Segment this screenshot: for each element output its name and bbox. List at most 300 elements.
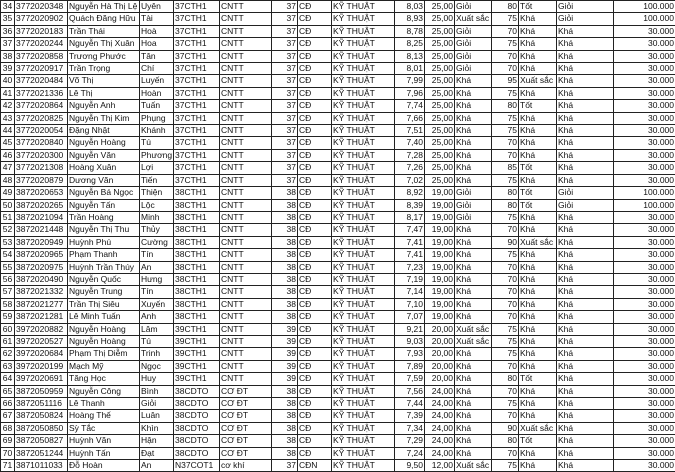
academic-rating-cell: Giỏi xyxy=(455,25,492,37)
class-cell: N37COT1 xyxy=(174,460,220,472)
table-row xyxy=(1,298,675,310)
class-cell: 37CTH1 xyxy=(174,149,220,161)
table-row xyxy=(1,25,675,37)
given-name-cell: Thủy xyxy=(140,224,174,236)
merit-cell: Khá xyxy=(557,398,614,410)
gpa-cell: 7,51 xyxy=(395,125,425,137)
faculty-cell: KỸ THUẬT xyxy=(332,50,395,62)
merit-cell: Giỏi xyxy=(557,1,614,13)
class-cell: 38CTH1 xyxy=(174,273,220,285)
surname-cell: Phạm Thanh xyxy=(68,249,140,261)
conduct-score-cell: 70 xyxy=(492,360,519,372)
surname-cell: Quách Đăng Hữu xyxy=(68,13,140,25)
major-cell: CƠ ĐT xyxy=(220,385,272,397)
surname-cell: Huỳnh Văn xyxy=(68,435,140,447)
table-row xyxy=(1,236,675,248)
gpa-cell: 8,93 xyxy=(395,13,425,25)
student-id-cell: 3772020840 xyxy=(15,137,68,149)
gpa-cell: 8,01 xyxy=(395,63,425,75)
conduct-rating-cell: Khá xyxy=(519,87,557,99)
academic-rating-cell: Khá xyxy=(455,311,492,323)
faculty-cell: KỸ THUẬT xyxy=(332,100,395,112)
given-name-cell: Hoàn xyxy=(140,87,174,99)
level-cell: CĐ xyxy=(298,286,332,298)
class-cell: 38CTH1 xyxy=(174,211,220,223)
given-name-cell: Tú xyxy=(140,137,174,149)
cohort-cell: 37 xyxy=(272,112,298,124)
class-cell: 37CTH1 xyxy=(174,50,220,62)
academic-rating-cell: Khá xyxy=(455,174,492,186)
class-cell: 37CTH1 xyxy=(174,137,220,149)
class-cell: 38CDTO xyxy=(174,410,220,422)
conduct-score-cell: 80 xyxy=(492,435,519,447)
merit-cell: Khá xyxy=(557,224,614,236)
major-cell: CƠ ĐT xyxy=(220,447,272,459)
surname-cell: Nguyễn Trung xyxy=(68,286,140,298)
class-cell: 38CTH1 xyxy=(174,298,220,310)
faculty-cell: KỸ THUẬT xyxy=(332,13,395,25)
level-cell: CĐ xyxy=(298,422,332,434)
table-row xyxy=(1,1,675,13)
conduct-rating-cell: Khá xyxy=(519,174,557,186)
conduct-score-cell: 70 xyxy=(492,286,519,298)
merit-cell: Khá xyxy=(557,149,614,161)
major-cell: CNTT xyxy=(220,125,272,137)
conduct-score-cell: 75 xyxy=(492,211,519,223)
table-row xyxy=(1,261,675,273)
row-number-cell: 70 xyxy=(1,447,15,459)
table-row xyxy=(1,460,675,472)
merit-cell: Giỏi xyxy=(557,199,614,211)
gpa-cell: 7,39 xyxy=(395,410,425,422)
surname-cell: Hoàng Thế xyxy=(68,410,140,422)
row-number-cell: 57 xyxy=(1,286,15,298)
class-cell: 37CTH1 xyxy=(174,25,220,37)
cohort-cell: 38 xyxy=(272,199,298,211)
conduct-rating-cell: Khá xyxy=(519,211,557,223)
cohort-cell: 39 xyxy=(272,360,298,372)
academic-rating-cell: Giỏi xyxy=(455,211,492,223)
surname-cell: Nguyễn Hoàng xyxy=(68,335,140,347)
class-cell: 38CDTO xyxy=(174,385,220,397)
conduct-rating-cell: Khá xyxy=(519,50,557,62)
table-row xyxy=(1,447,675,459)
conduct-score-cell: 70 xyxy=(492,63,519,75)
conduct-score-cell: 70 xyxy=(492,385,519,397)
surname-cell: Trần Thái xyxy=(68,25,140,37)
faculty-cell: KỸ THUẬT xyxy=(332,311,395,323)
major-cell: CNTT xyxy=(220,100,272,112)
level-cell: CĐ xyxy=(298,100,332,112)
row-number-cell: 60 xyxy=(1,323,15,335)
gpa-cell: 7,40 xyxy=(395,137,425,149)
class-cell: 37CTH1 xyxy=(174,1,220,13)
row-number-cell: 53 xyxy=(1,236,15,248)
major-cell: CNTT xyxy=(220,75,272,87)
level-cell: CĐ xyxy=(298,348,332,360)
given-name-cell: Tín xyxy=(140,286,174,298)
gpa-cell: 7,07 xyxy=(395,311,425,323)
row-number-cell: 64 xyxy=(1,373,15,385)
academic-rating-cell: Khá xyxy=(455,298,492,310)
gpa-cell: 7,02 xyxy=(395,174,425,186)
surname-cell: Dương Văn xyxy=(68,174,140,186)
gpa-cell: 7,96 xyxy=(395,87,425,99)
credits-cell: 20,00 xyxy=(425,335,455,347)
amount-cell: 30.000 xyxy=(614,149,675,161)
gpa-cell: 9,21 xyxy=(395,323,425,335)
student-id-cell: 3872021448 xyxy=(15,224,68,236)
row-number-cell: 47 xyxy=(1,162,15,174)
student-id-cell: 3772020348 xyxy=(15,1,68,13)
level-cell: CĐ xyxy=(298,50,332,62)
level-cell: CĐ xyxy=(298,435,332,447)
cohort-cell: 38 xyxy=(272,273,298,285)
major-cell: CNTT xyxy=(220,373,272,385)
surname-cell: Huỳnh Phú xyxy=(68,236,140,248)
conduct-rating-cell: Khá xyxy=(519,261,557,273)
credits-cell: 24,00 xyxy=(425,435,455,447)
table-row xyxy=(1,13,675,25)
academic-rating-cell: Khá xyxy=(455,236,492,248)
given-name-cell: Lộc xyxy=(140,199,174,211)
surname-cell: Nguyễn Hoàng xyxy=(68,137,140,149)
surname-cell: Lê Thị xyxy=(68,87,140,99)
merit-cell: Khá xyxy=(557,323,614,335)
amount-cell: 30.000 xyxy=(614,311,675,323)
gpa-cell: 7,23 xyxy=(395,261,425,273)
given-name-cell: Bình xyxy=(140,385,174,397)
gpa-cell: 8,17 xyxy=(395,211,425,223)
conduct-rating-cell: Khá xyxy=(519,25,557,37)
academic-rating-cell: Khá xyxy=(455,100,492,112)
gpa-cell: 8,13 xyxy=(395,50,425,62)
cohort-cell: 37 xyxy=(272,50,298,62)
conduct-score-cell: 80 xyxy=(492,100,519,112)
cohort-cell: 38 xyxy=(272,398,298,410)
student-id-cell: 3872051244 xyxy=(15,447,68,459)
level-cell: CĐ xyxy=(298,75,332,87)
cohort-cell: 37 xyxy=(272,149,298,161)
major-cell: CNTT xyxy=(220,87,272,99)
academic-rating-cell: Xuất sắc xyxy=(455,323,492,335)
credits-cell: 25,00 xyxy=(425,50,455,62)
merit-cell: Khá xyxy=(557,87,614,99)
amount-cell: 30.000 xyxy=(614,286,675,298)
class-cell: 38CDTO xyxy=(174,447,220,459)
academic-rating-cell: Khá xyxy=(455,112,492,124)
given-name-cell: Huy xyxy=(140,373,174,385)
merit-cell: Khá xyxy=(557,460,614,472)
conduct-rating-cell: Khá xyxy=(519,360,557,372)
gpa-cell: 7,34 xyxy=(395,422,425,434)
given-name-cell: Đạt xyxy=(140,447,174,459)
row-number-cell: 61 xyxy=(1,335,15,347)
level-cell: CĐ xyxy=(298,13,332,25)
academic-rating-cell: Xuất sắc xyxy=(455,13,492,25)
amount-cell: 30.000 xyxy=(614,100,675,112)
student-id-cell: 3872020975 xyxy=(15,261,68,273)
faculty-cell: KỸ THUẬT xyxy=(332,298,395,310)
merit-cell: Khá xyxy=(557,261,614,273)
surname-cell: Mạch Mỹ xyxy=(68,360,140,372)
table-row xyxy=(1,273,675,285)
conduct-rating-cell: Khá xyxy=(519,38,557,50)
major-cell: CƠ ĐT xyxy=(220,435,272,447)
major-cell: CNTT xyxy=(220,348,272,360)
surname-cell: Lê Thanh xyxy=(68,398,140,410)
conduct-score-cell: 75 xyxy=(492,112,519,124)
given-name-cell: Anh xyxy=(140,311,174,323)
given-name-cell: Minh xyxy=(140,211,174,223)
credits-cell: 25,00 xyxy=(425,174,455,186)
faculty-cell: KỸ THUẬT xyxy=(332,25,395,37)
academic-rating-cell: Khá xyxy=(455,447,492,459)
table-body xyxy=(1,1,675,472)
conduct-rating-cell: Khá xyxy=(519,311,557,323)
class-cell: 37CTH1 xyxy=(174,112,220,124)
credits-cell: 24,00 xyxy=(425,422,455,434)
credits-cell: 19,00 xyxy=(425,261,455,273)
level-cell: CĐ xyxy=(298,273,332,285)
cohort-cell: 38 xyxy=(272,249,298,261)
row-number-cell: 59 xyxy=(1,311,15,323)
cohort-cell: 39 xyxy=(272,348,298,360)
student-id-cell: 3872050959 xyxy=(15,385,68,397)
merit-cell: Khá xyxy=(557,125,614,137)
major-cell: CNTT xyxy=(220,311,272,323)
table-row xyxy=(1,137,675,149)
merit-cell: Khá xyxy=(557,63,614,75)
faculty-cell: KỸ THUẬT xyxy=(332,335,395,347)
conduct-score-cell: 80 xyxy=(492,1,519,13)
given-name-cell: Uyên xyxy=(140,1,174,13)
credits-cell: 25,00 xyxy=(425,1,455,13)
faculty-cell: KỸ THUẬT xyxy=(332,162,395,174)
student-id-cell: 3872020490 xyxy=(15,273,68,285)
level-cell: CĐ xyxy=(298,335,332,347)
credits-cell: 25,00 xyxy=(425,100,455,112)
academic-rating-cell: Khá xyxy=(455,273,492,285)
gpa-cell: 7,44 xyxy=(395,398,425,410)
credits-cell: 25,00 xyxy=(425,149,455,161)
amount-cell: 30.000 xyxy=(614,162,675,174)
student-id-cell: 3872050827 xyxy=(15,435,68,447)
amount-cell: 30.000 xyxy=(614,50,675,62)
major-cell: CNTT xyxy=(220,162,272,174)
academic-rating-cell: Khá xyxy=(455,249,492,261)
merit-cell: Khá xyxy=(557,410,614,422)
credits-cell: 19,00 xyxy=(425,224,455,236)
surname-cell: Nguyễn Quốc xyxy=(68,273,140,285)
class-cell: 38CDTO xyxy=(174,435,220,447)
credits-cell: 25,00 xyxy=(425,75,455,87)
conduct-rating-cell: Tốt xyxy=(519,100,557,112)
table-row xyxy=(1,63,675,75)
student-id-cell: 3872021332 xyxy=(15,286,68,298)
gpa-cell: 7,24 xyxy=(395,447,425,459)
conduct-rating-cell: Khá xyxy=(519,63,557,75)
given-name-cell: Tiến xyxy=(140,174,174,186)
credits-cell: 19,00 xyxy=(425,273,455,285)
academic-rating-cell: Giỏi xyxy=(455,199,492,211)
row-number-cell: 49 xyxy=(1,187,15,199)
student-id-cell: 3972020527 xyxy=(15,335,68,347)
student-id-cell: 3772020484 xyxy=(15,75,68,87)
student-id-cell: 3772020864 xyxy=(15,100,68,112)
credits-cell: 25,00 xyxy=(425,162,455,174)
level-cell: CĐ xyxy=(298,298,332,310)
faculty-cell: KỸ THUẬT xyxy=(332,174,395,186)
faculty-cell: KỸ THUẬT xyxy=(332,422,395,434)
conduct-score-cell: 75 xyxy=(492,398,519,410)
given-name-cell: Hưng xyxy=(140,273,174,285)
credits-cell: 25,00 xyxy=(425,87,455,99)
amount-cell: 30.000 xyxy=(614,224,675,236)
class-cell: 37CTH1 xyxy=(174,63,220,75)
student-id-cell: 3772020300 xyxy=(15,149,68,161)
table-row xyxy=(1,211,675,223)
row-number-cell: 67 xyxy=(1,410,15,422)
faculty-cell: KỸ THUẬT xyxy=(332,273,395,285)
table-row xyxy=(1,149,675,161)
class-cell: 37CTH1 xyxy=(174,100,220,112)
gpa-cell: 7,59 xyxy=(395,373,425,385)
merit-cell: Khá xyxy=(557,298,614,310)
level-cell: CĐ xyxy=(298,373,332,385)
table-row xyxy=(1,373,675,385)
major-cell: CNTT xyxy=(220,236,272,248)
table-row xyxy=(1,38,675,50)
conduct-score-cell: 75 xyxy=(492,13,519,25)
surname-cell: Nguyễn Thị Xuân xyxy=(68,38,140,50)
faculty-cell: KỸ THUẬT xyxy=(332,385,395,397)
cohort-cell: 38 xyxy=(272,187,298,199)
table-row xyxy=(1,50,675,62)
surname-cell: Trần Trọng xyxy=(68,63,140,75)
academic-rating-cell: Khá xyxy=(455,149,492,161)
conduct-rating-cell: Tốt xyxy=(519,1,557,13)
class-cell: 38CTH1 xyxy=(174,261,220,273)
credits-cell: 24,00 xyxy=(425,398,455,410)
cohort-cell: 37 xyxy=(272,75,298,87)
gpa-cell: 7,66 xyxy=(395,112,425,124)
major-cell: CNTT xyxy=(220,25,272,37)
conduct-rating-cell: Khá xyxy=(519,112,557,124)
row-number-cell: 71 xyxy=(1,460,15,472)
table-row xyxy=(1,174,675,186)
conduct-score-cell: 75 xyxy=(492,249,519,261)
conduct-score-cell: 70 xyxy=(492,50,519,62)
row-number-cell: 50 xyxy=(1,199,15,211)
student-id-cell: 3772021308 xyxy=(15,162,68,174)
cohort-cell: 37 xyxy=(272,1,298,13)
amount-cell: 30.000 xyxy=(614,422,675,434)
surname-cell: Nguyễn Văn xyxy=(68,149,140,161)
academic-rating-cell: Giỏi xyxy=(455,1,492,13)
level-cell: CĐ xyxy=(298,360,332,372)
academic-rating-cell: Giỏi xyxy=(455,187,492,199)
level-cell: CĐN xyxy=(298,460,332,472)
merit-cell: Khá xyxy=(557,335,614,347)
credits-cell: 25,00 xyxy=(425,125,455,137)
level-cell: CĐ xyxy=(298,112,332,124)
conduct-rating-cell: Khá xyxy=(519,249,557,261)
table-row xyxy=(1,323,675,335)
level-cell: CĐ xyxy=(298,63,332,75)
class-cell: 39CTH1 xyxy=(174,348,220,360)
faculty-cell: KỸ THUẬT xyxy=(332,63,395,75)
cohort-cell: 38 xyxy=(272,410,298,422)
major-cell: CƠ ĐT xyxy=(220,398,272,410)
surname-cell: Huỳnh Tấn xyxy=(68,447,140,459)
student-id-cell: 3872050824 xyxy=(15,410,68,422)
level-cell: CĐ xyxy=(298,87,332,99)
faculty-cell: KỸ THUẬT xyxy=(332,199,395,211)
conduct-rating-cell: Khá xyxy=(519,298,557,310)
academic-rating-cell: Khá xyxy=(455,162,492,174)
gpa-cell: 8,78 xyxy=(395,25,425,37)
amount-cell: 30.000 xyxy=(614,460,675,472)
conduct-score-cell: 90 xyxy=(492,236,519,248)
major-cell: CNTT xyxy=(220,323,272,335)
surname-cell: Tăng Học xyxy=(68,373,140,385)
table-row xyxy=(1,224,675,236)
row-number-cell: 45 xyxy=(1,137,15,149)
faculty-cell: KỸ THUẬT xyxy=(332,75,395,87)
conduct-rating-cell: Khá xyxy=(519,137,557,149)
row-number-cell: 38 xyxy=(1,50,15,62)
amount-cell: 30.000 xyxy=(614,75,675,87)
row-number-cell: 46 xyxy=(1,149,15,161)
amount-cell: 100.000 xyxy=(614,199,675,211)
cohort-cell: 38 xyxy=(272,224,298,236)
conduct-rating-cell: Xuất sắc xyxy=(519,422,557,434)
given-name-cell: Tài xyxy=(140,13,174,25)
given-name-cell: Luân xyxy=(140,410,174,422)
surname-cell: Nguyễn Thị Thu xyxy=(68,224,140,236)
class-cell: 38CTH1 xyxy=(174,286,220,298)
given-name-cell: Khánh xyxy=(140,125,174,137)
academic-rating-cell: Giỏi xyxy=(455,50,492,62)
cohort-cell: 38 xyxy=(272,311,298,323)
cohort-cell: 38 xyxy=(272,298,298,310)
gpa-cell: 7,41 xyxy=(395,236,425,248)
level-cell: CĐ xyxy=(298,187,332,199)
surname-cell: Trần Hoàng xyxy=(68,211,140,223)
level-cell: CĐ xyxy=(298,224,332,236)
merit-cell: Khá xyxy=(557,422,614,434)
cohort-cell: 38 xyxy=(272,211,298,223)
credits-cell: 24,00 xyxy=(425,385,455,397)
amount-cell: 30.000 xyxy=(614,38,675,50)
row-number-cell: 55 xyxy=(1,261,15,273)
cohort-cell: 37 xyxy=(272,460,298,472)
amount-cell: 30.000 xyxy=(614,236,675,248)
cohort-cell: 38 xyxy=(272,286,298,298)
credits-cell: 24,00 xyxy=(425,410,455,422)
row-number-cell: 36 xyxy=(1,25,15,37)
student-id-cell: 3772020825 xyxy=(15,112,68,124)
surname-cell: Nguyễn Hà Thị Lệ xyxy=(68,1,140,13)
merit-cell: Khá xyxy=(557,112,614,124)
given-name-cell: Thiện xyxy=(140,187,174,199)
cohort-cell: 39 xyxy=(272,323,298,335)
credits-cell: 25,00 xyxy=(425,137,455,149)
student-id-cell: 3972020882 xyxy=(15,323,68,335)
student-id-cell: 3772020054 xyxy=(15,125,68,137)
conduct-score-cell: 70 xyxy=(492,311,519,323)
